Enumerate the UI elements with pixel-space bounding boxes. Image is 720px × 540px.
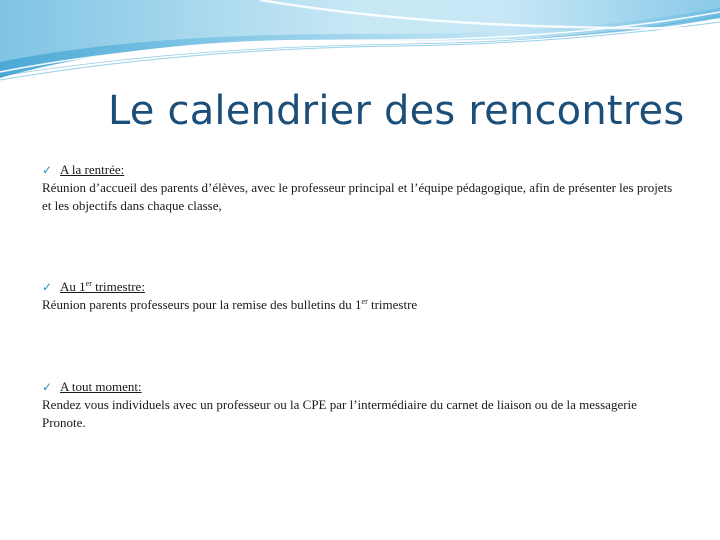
section-rentree (42, 161, 682, 215)
section-premier-trimestre (42, 278, 682, 314)
body-suffix: trimestre (367, 297, 418, 312)
section-heading: A la rentrée: (60, 162, 125, 177)
body-prefix: Réunion parents professeurs pour la remise des bulletins du 1 (42, 297, 362, 312)
header-wave-decoration (0, 0, 720, 90)
check-mark-icon: ✓ (42, 163, 53, 177)
section-body: Réunion d’accueil des parents d’élèves, avec le professeur principal et l’équipe pédagogique, afin de présenter les projets et les objectifs dans chaque classe, (42, 180, 673, 213)
section-body: Rendez vous individuels avec un professeur ou la CPE par l’intermédiaire du carnet de liaison ou de la messagerie Pronote. (42, 397, 637, 430)
slide-title: Le calendrier des rencontres (108, 88, 685, 134)
heading-suffix: trimestre: (91, 279, 145, 294)
section-heading-line (42, 161, 682, 179)
section-heading-line (42, 378, 682, 396)
check-mark-icon: ✓ (42, 380, 53, 394)
body-superscript: er (361, 297, 368, 306)
section-heading: A tout moment: (60, 379, 142, 394)
section-tout-moment (42, 378, 682, 432)
heading-prefix: Au 1 (60, 279, 86, 294)
heading-superscript: er (85, 279, 92, 288)
section-heading-line (42, 278, 682, 296)
check-mark-icon: ✓ (42, 280, 53, 294)
section-heading (60, 279, 145, 294)
section-body (42, 296, 682, 314)
